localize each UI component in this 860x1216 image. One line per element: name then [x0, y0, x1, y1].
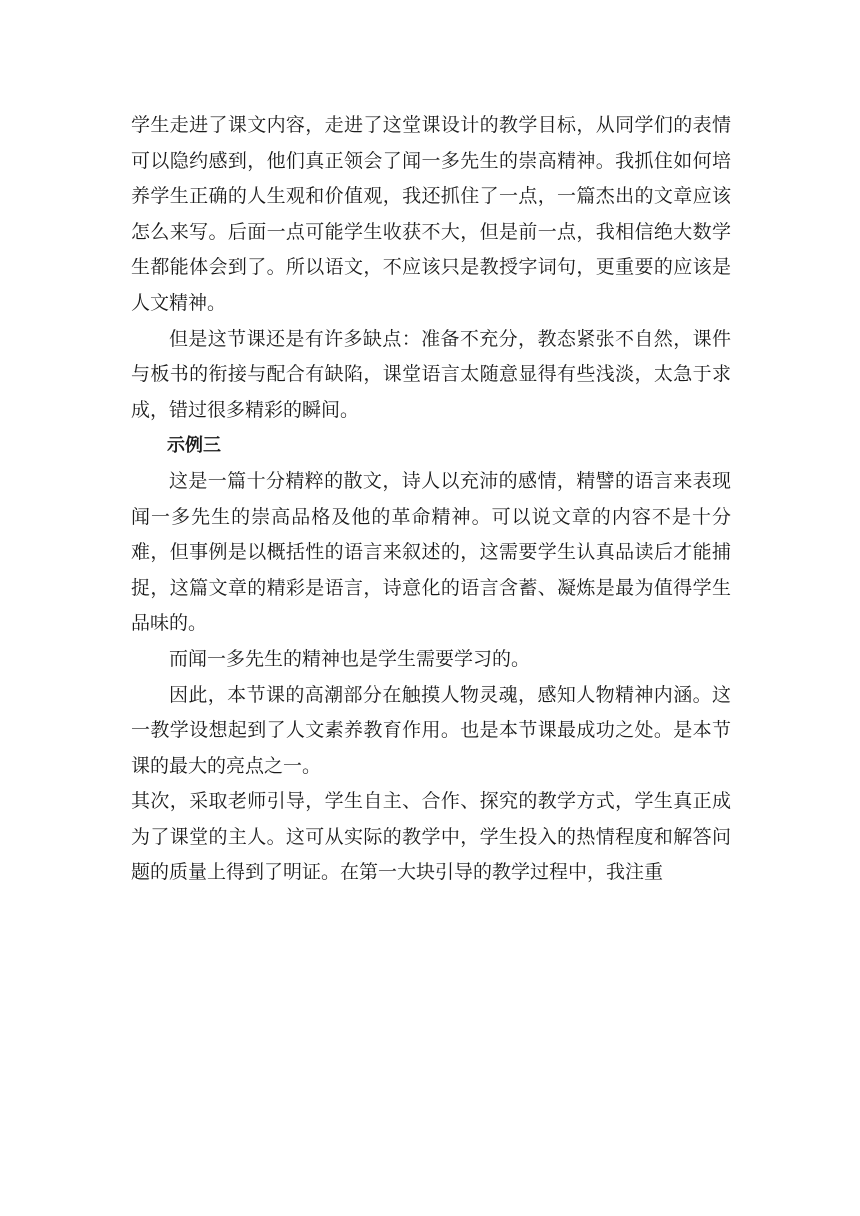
paragraph-climax: 因此，本节课的高潮部分在触摸人物灵魂，感知人物精神内涵。这一教学设想起到了人文素养教育作用。也是本节课最成功之处。是本节课的最大的亮点之一。 — [131, 683, 731, 777]
section-heading-example-three: 示例三 — [167, 435, 221, 457]
paragraph-continuation: 学生走进了课文内容，走进了这堂课设计的教学目标，从同学们的表情可以隐约感到，他们真正领会了闻一多先生的崇高精神。我抓住如何培养学生正确的人生观和价值观，我还抓住了一点，一篇杰出的文章应该怎么来写。后面一点可能学生收获不大，但是前一点，我相信绝大数学生都能体会到了。所以语文，不应该只是教授字词句，更重要的应该是人文精神。 — [131, 114, 731, 314]
paragraph-spirit: 而闻一多先生的精神也是学生需要学习的。 — [169, 647, 531, 670]
paragraph-essay-analysis: 这是一篇十分精粹的散文，诗人以充沛的感情，精譬的语言来表现闻一多先生的崇高品格及他的革命精神。可以说文章的内容不是十分难，但事例是以概括性的语言来叙述的，这需要学生认真品读后才能捕捉，这篇文章的精彩是语言，诗意化的语言含蓄、凝炼是最为值得学生品味的。 — [131, 469, 731, 635]
paragraph-teaching-method: 其次，采取老师引导，学生自主、合作、探究的教学方式，学生真正成为了课堂的主人。这可从实际的教学中，学生投入的热情程度和解答问题的质量上得到了明证。在第一大块引导的教学过程中，我注重 — [131, 790, 731, 884]
document-page — [131, 108, 731, 891]
paragraph-shortcomings: 但是这节课还是有许多缺点：准备不充分，教态紧张不自然，课件与板书的衔接与配合有缺陷，课堂语言太随意显得有些浅淡，太急于求成，错过很多精彩的瞬间。 — [131, 327, 731, 421]
